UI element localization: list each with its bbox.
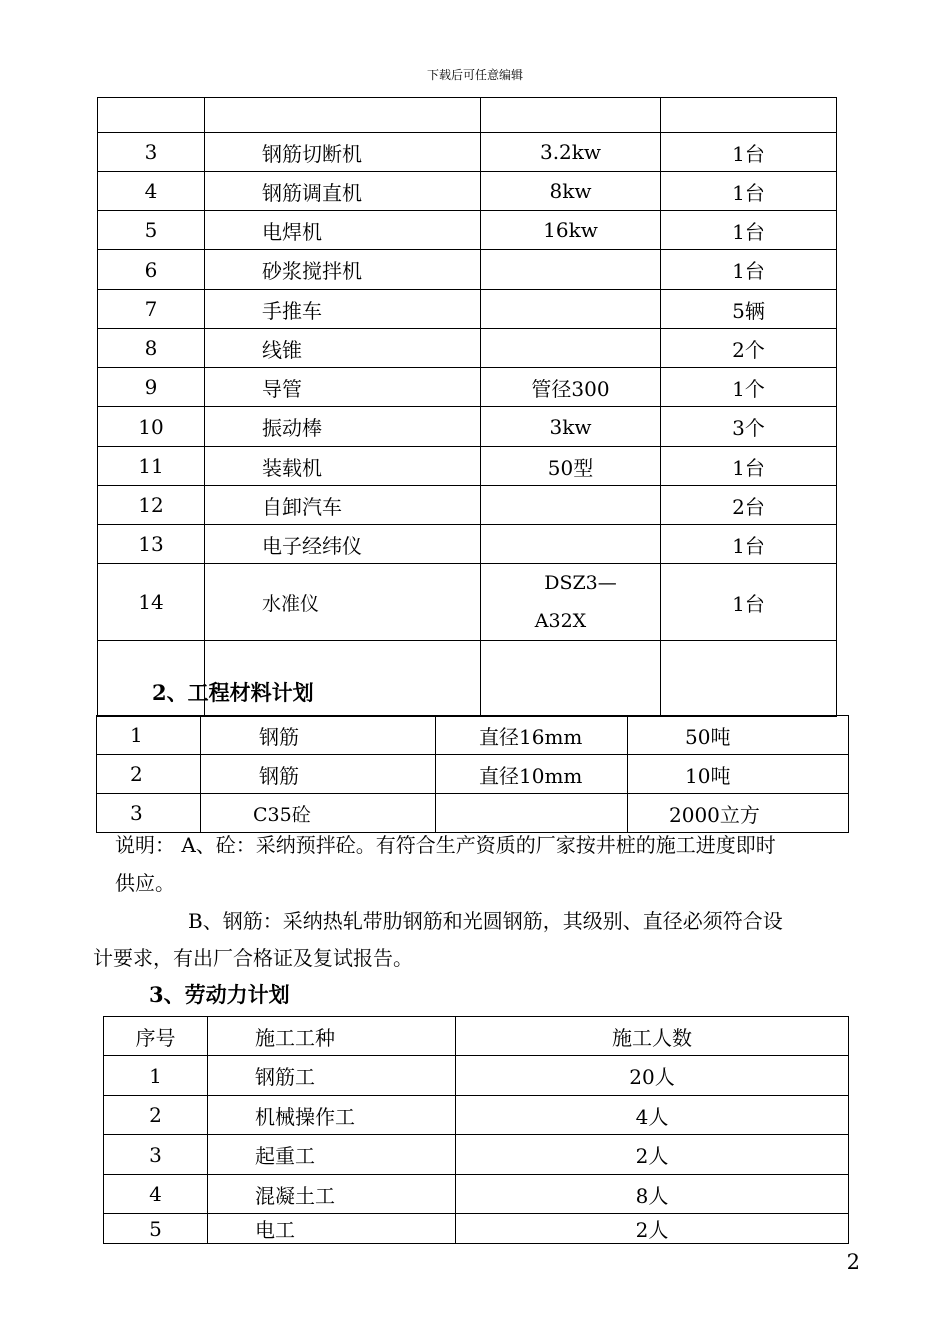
qty-cell: 1台: [661, 172, 837, 211]
table-row: [104, 1214, 849, 1244]
section-2-title: 2、工程材料计划: [152, 680, 314, 705]
table-row: [98, 368, 837, 407]
table-row: [97, 755, 849, 794]
no-cell: 9: [98, 368, 205, 407]
spec-cell: [481, 641, 661, 717]
no-cell: 5: [104, 1214, 208, 1244]
spec-cell: [481, 486, 661, 525]
count-cell: 2人: [456, 1135, 849, 1175]
name-cell: 钢筋: [201, 716, 436, 755]
note-b-line1: B、钢筋：采纳热轧带肋钢筋和光圆钢筋，其级别、直径必须符合设: [188, 909, 783, 933]
no-cell: 3: [98, 133, 205, 172]
trade-cell: 机械操作工: [208, 1096, 456, 1135]
table-row: [98, 525, 837, 564]
no-cell: 3: [104, 1135, 208, 1175]
name-cell: [205, 98, 481, 133]
trade-cell: 电工: [208, 1214, 456, 1244]
name-cell: 电子经纬仪: [205, 525, 481, 564]
no-cell: 7: [98, 290, 205, 329]
table-row: [104, 1096, 849, 1135]
name-cell: 钢筋调直机: [205, 172, 481, 211]
header-no: 序号: [104, 1017, 208, 1056]
header-count: 施工人数: [456, 1017, 849, 1056]
name-cell: 水准仪: [205, 564, 481, 641]
no-cell: 14: [98, 564, 205, 641]
note-a-line2: 供应。: [115, 871, 175, 895]
table-row: [98, 172, 837, 211]
no-cell: 8: [98, 329, 205, 368]
table-row: [98, 211, 837, 250]
trade-cell: 钢筋工: [208, 1056, 456, 1096]
no-cell: 12: [98, 486, 205, 525]
name-cell: C35砼: [201, 794, 436, 833]
spec-cell: [481, 564, 661, 641]
table-row: [98, 290, 837, 329]
qty-cell: [661, 641, 837, 717]
qty-cell: 10吨: [628, 755, 849, 794]
qty-cell: 2台: [661, 486, 837, 525]
qty-cell: 50吨: [628, 716, 849, 755]
page-number: 2: [846, 1250, 860, 1274]
table-row: [104, 1056, 849, 1096]
spec-cell: 管径300: [481, 368, 661, 407]
spec-cell: 16kw: [481, 211, 661, 250]
materials-table: [96, 715, 849, 833]
name-cell: 自卸汽车: [205, 486, 481, 525]
spec-cell: 直径16mm: [436, 716, 628, 755]
table-row: [104, 1175, 849, 1214]
table-row: [98, 250, 837, 290]
table-row: [98, 133, 837, 172]
name-cell: 振动棒: [205, 407, 481, 447]
no-cell: 2: [104, 1096, 208, 1135]
count-cell: 20人: [456, 1056, 849, 1096]
equipment-table: [97, 97, 837, 717]
no-cell: 1: [104, 1056, 208, 1096]
qty-cell: 1台: [661, 564, 837, 641]
header-trade: 施工工种: [208, 1017, 456, 1056]
spec-cell: [481, 329, 661, 368]
no-cell: 3: [97, 794, 201, 833]
qty-cell: [661, 98, 837, 133]
spec-line: DSZ3—: [544, 572, 617, 594]
spec-cell: [481, 98, 661, 133]
count-cell: 4人: [456, 1096, 849, 1135]
table-row: [98, 564, 837, 641]
qty-cell: 1台: [661, 525, 837, 564]
labor-table: [103, 1016, 849, 1244]
qty-cell: 1个: [661, 368, 837, 407]
name-cell: 导管: [205, 368, 481, 407]
name-cell: 手推车: [205, 290, 481, 329]
table-row: [98, 329, 837, 368]
trade-cell: 起重工: [208, 1135, 456, 1175]
qty-cell: 1台: [661, 133, 837, 172]
spec-cell: 50型: [481, 447, 661, 486]
spec-cell: 3.2kw: [481, 133, 661, 172]
no-cell: 10: [98, 407, 205, 447]
note-a-line1: 说明： A、砼：采纳预拌砼。有符合生产资质的厂家按井桩的施工进度即时: [115, 833, 776, 857]
no-cell: 4: [104, 1175, 208, 1214]
name-cell: 电焊机: [205, 211, 481, 250]
spec-cell: [481, 290, 661, 329]
qty-cell: 1台: [661, 250, 837, 290]
no-cell: 2: [97, 755, 201, 794]
spec-cell: [481, 250, 661, 290]
name-cell: 钢筋: [201, 755, 436, 794]
name-cell: 装载机: [205, 447, 481, 486]
spec-line: A32X: [534, 610, 587, 632]
no-cell: 13: [98, 525, 205, 564]
spec-cell: 直径10mm: [436, 755, 628, 794]
table-header-row: [104, 1017, 849, 1056]
qty-cell: 2个: [661, 329, 837, 368]
name-cell: 砂浆搅拌机: [205, 250, 481, 290]
qty-cell: 5辆: [661, 290, 837, 329]
no-cell: [98, 98, 205, 133]
table-row: [98, 486, 837, 525]
name-cell: 线锥: [205, 329, 481, 368]
note-b-line2: 计要求，有出厂合格证及复试报告。: [93, 946, 413, 970]
qty-cell: 3个: [661, 407, 837, 447]
trade-cell: 混凝土工: [208, 1175, 456, 1214]
table-row: [98, 447, 837, 486]
spec-cell: [481, 525, 661, 564]
section-3-title: 3、劳动力计划: [149, 982, 290, 1007]
count-cell: 2人: [456, 1214, 849, 1244]
no-cell: 5: [98, 211, 205, 250]
no-cell: 6: [98, 250, 205, 290]
qty-cell: 2000立方: [628, 794, 849, 833]
qty-cell: 1台: [661, 447, 837, 486]
table-row: [97, 716, 849, 755]
table-row: [104, 1135, 849, 1175]
page-header: 下载后可任意编辑: [426, 68, 523, 82]
count-cell: 8人: [456, 1175, 849, 1214]
spec-cell: 8kw: [481, 172, 661, 211]
no-cell: 4: [98, 172, 205, 211]
no-cell: 1: [97, 716, 201, 755]
no-cell: 11: [98, 447, 205, 486]
table-row: [98, 407, 837, 447]
qty-cell: 1台: [661, 211, 837, 250]
table-row: [98, 98, 837, 133]
name-cell: 钢筋切断机: [205, 133, 481, 172]
spec-cell: 3kw: [481, 407, 661, 447]
